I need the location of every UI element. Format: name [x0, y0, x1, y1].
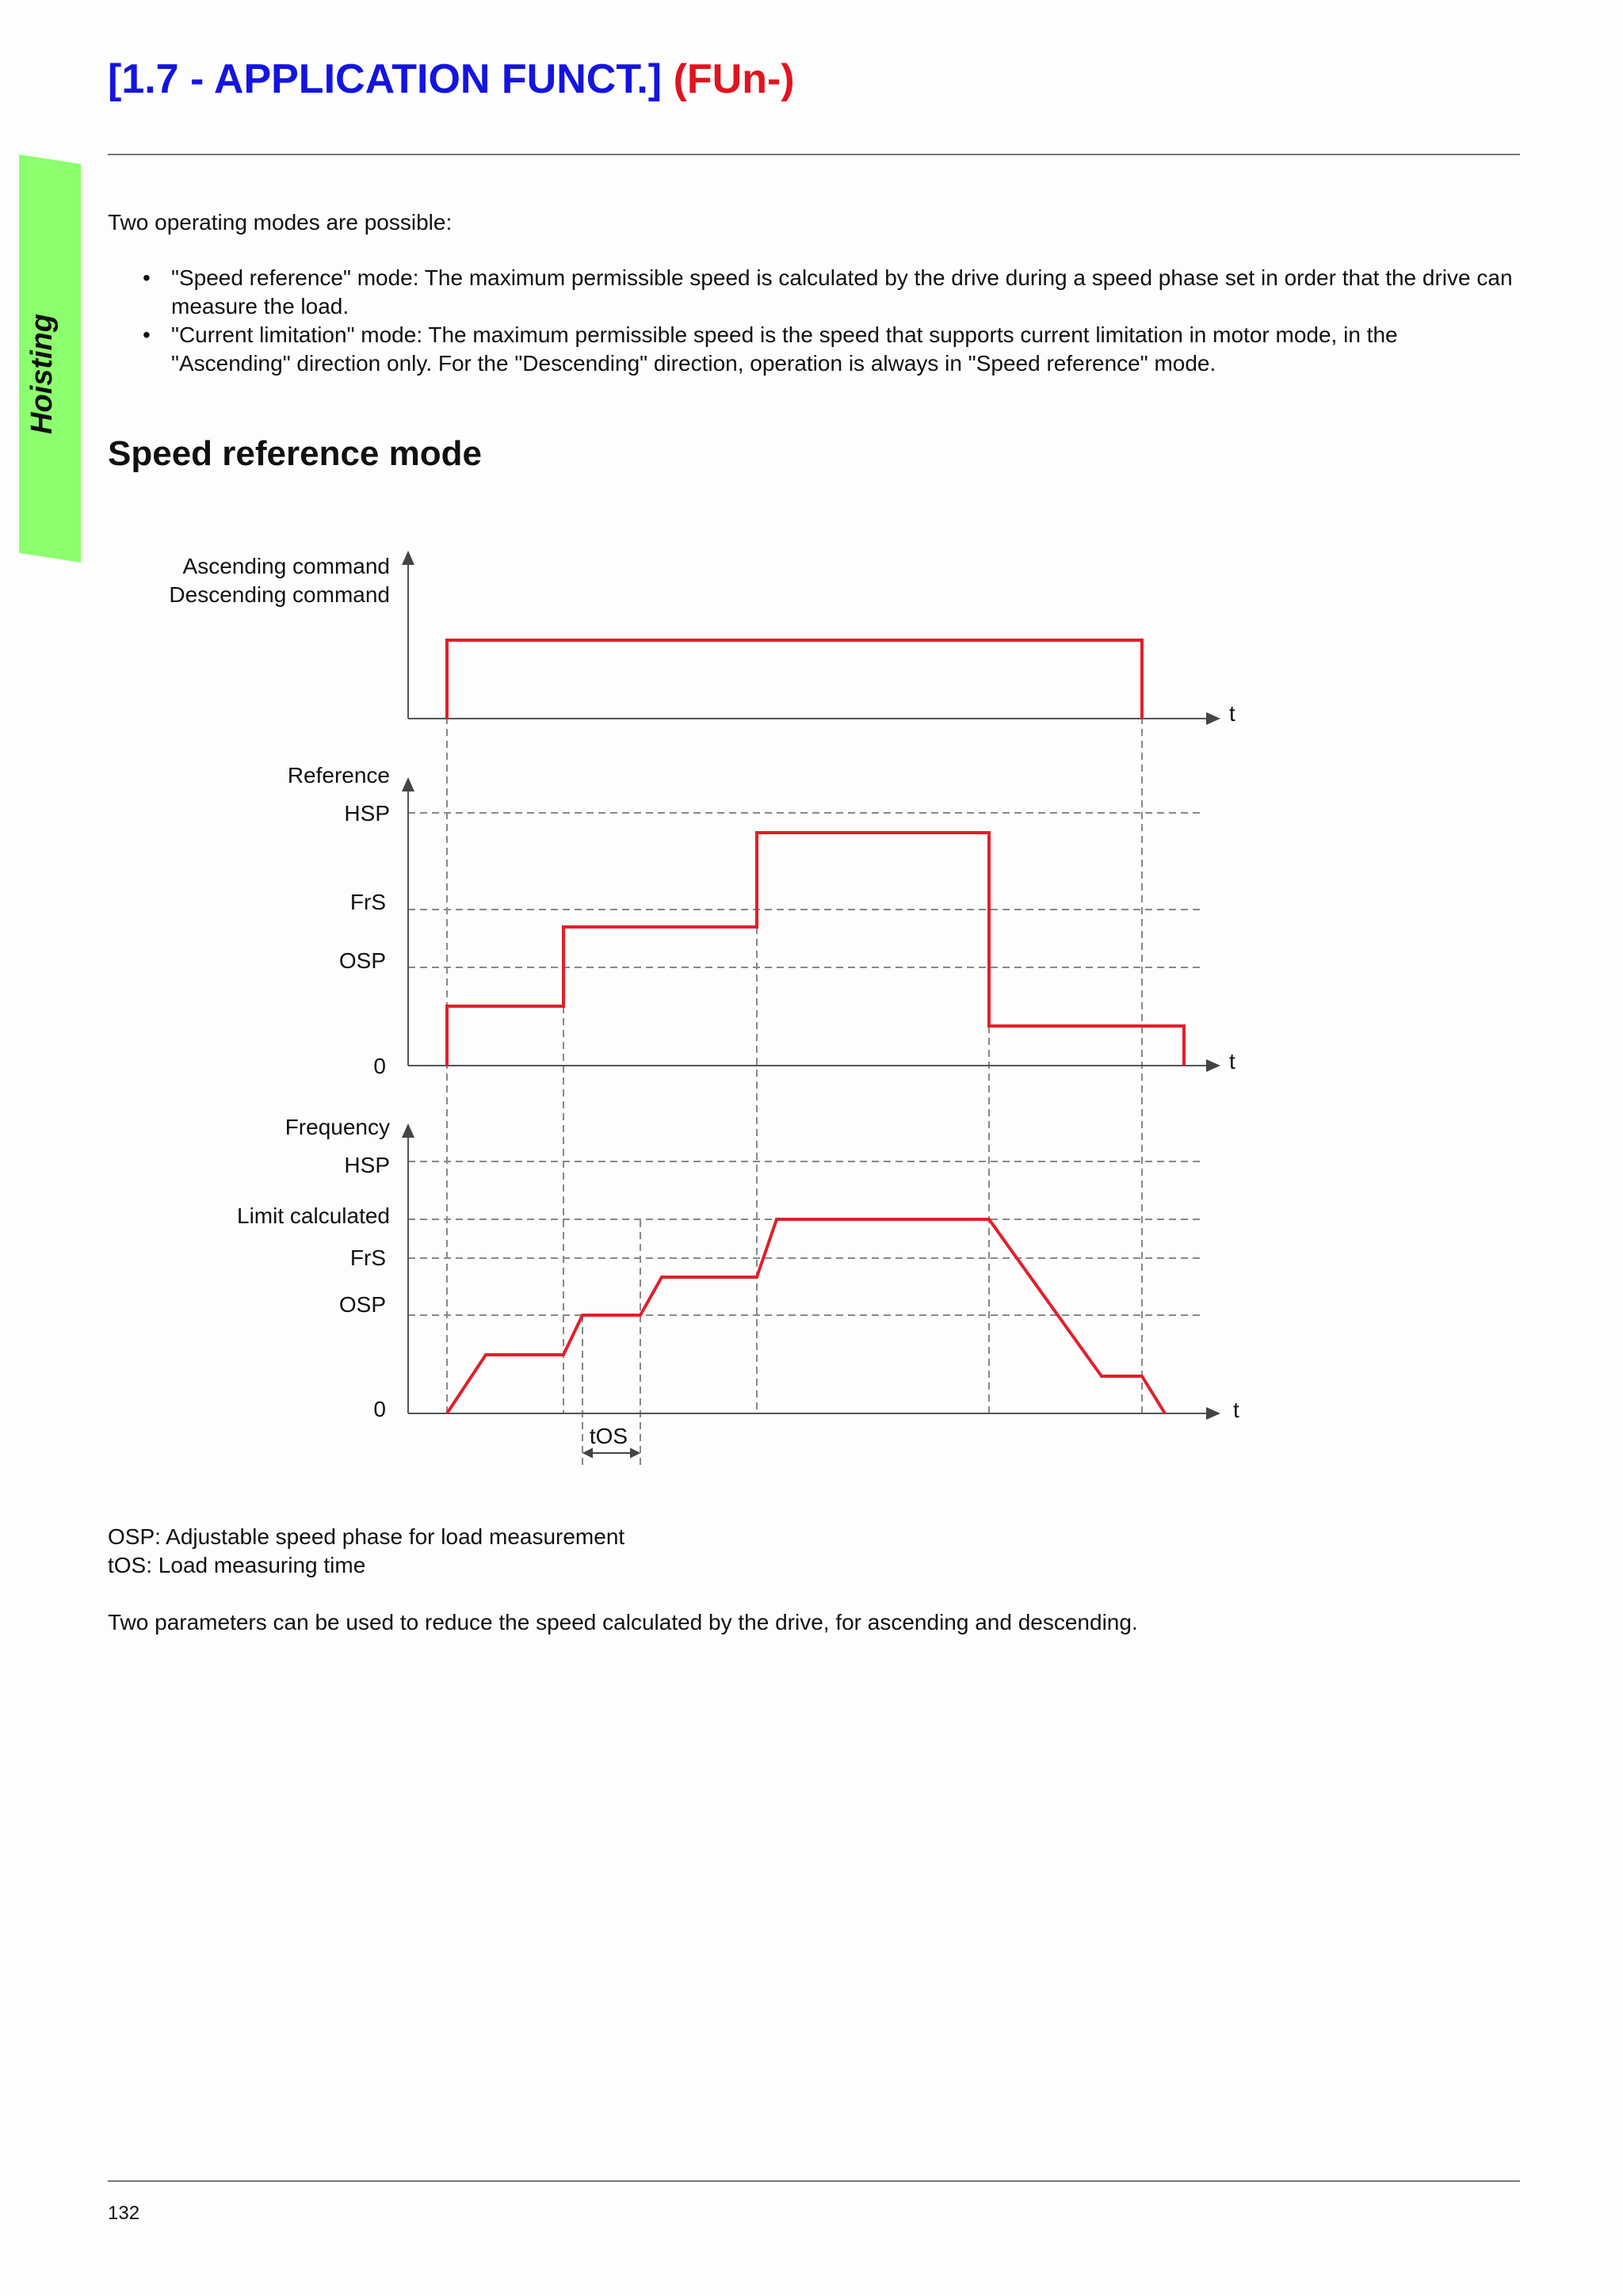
reference-zero-label: 0	[373, 1054, 386, 1078]
tos-note: tOS: Load measuring time	[108, 1553, 366, 1577]
osp-note: OSP: Adjustable speed phase for load measurement	[108, 1524, 625, 1549]
section-heading: Speed reference mode	[108, 434, 482, 473]
limit-calculated-label: Limit calculated	[237, 1203, 390, 1228]
tos-dimension	[584, 1449, 639, 1457]
side-tab-label: Hoisting	[25, 314, 59, 434]
reference-osp-label: OSP	[338, 948, 386, 973]
mode-list-item: • "Current limitation" mode: The maximum permissible speed is the speed that supports current limitation in motor mode, in the "Ascending" direction only. For the "Descending" direction, operation is always in "Speed reference" mode.	[171, 321, 1522, 378]
descending-command-label: Descending command	[169, 582, 390, 607]
mode-list-item: • "Speed reference" mode: The maximum permissible speed is calculated by the drive during a speed phase set in order that the drive can measure the load.	[171, 264, 1522, 321]
frequency-frs-label: FrS	[349, 1245, 386, 1270]
frequency-hsp-label: HSP	[344, 1153, 390, 1177]
page-number: 132	[108, 2203, 140, 2224]
page-title-main: [1.7 - APPLICATION FUNCT.]	[108, 56, 663, 102]
page-title-code: (FUn-)	[673, 56, 795, 102]
reference-axis-label: Reference	[287, 763, 390, 788]
tos-label: tOS	[589, 1424, 628, 1448]
axes	[408, 552, 1219, 1413]
frequency-zero-label: 0	[373, 1397, 386, 1421]
intro-lead: Two operating modes are possible:	[108, 210, 453, 235]
frequency-osp-label: OSP	[338, 1292, 386, 1317]
command-signal	[447, 640, 1142, 719]
axis-t-label: t	[1233, 1398, 1239, 1422]
reference-hsp-label: HSP	[344, 801, 390, 826]
reference-signal	[447, 833, 1184, 1066]
axis-t-label: t	[1229, 701, 1235, 726]
final-note: Two parameters can be used to reduce the speed calculated by the drive, for ascending and descending.	[108, 1610, 1138, 1634]
signals	[447, 640, 1184, 1413]
reference-frs-label: FrS	[349, 890, 386, 914]
footer-divider	[108, 2180, 1520, 2182]
ascending-command-label: Ascending command	[182, 554, 390, 578]
frequency-signal	[447, 1219, 1165, 1413]
level-lines	[408, 813, 1205, 1315]
axis-t-label: t	[1229, 1049, 1235, 1074]
frequency-axis-label: Frequency	[285, 1115, 390, 1139]
